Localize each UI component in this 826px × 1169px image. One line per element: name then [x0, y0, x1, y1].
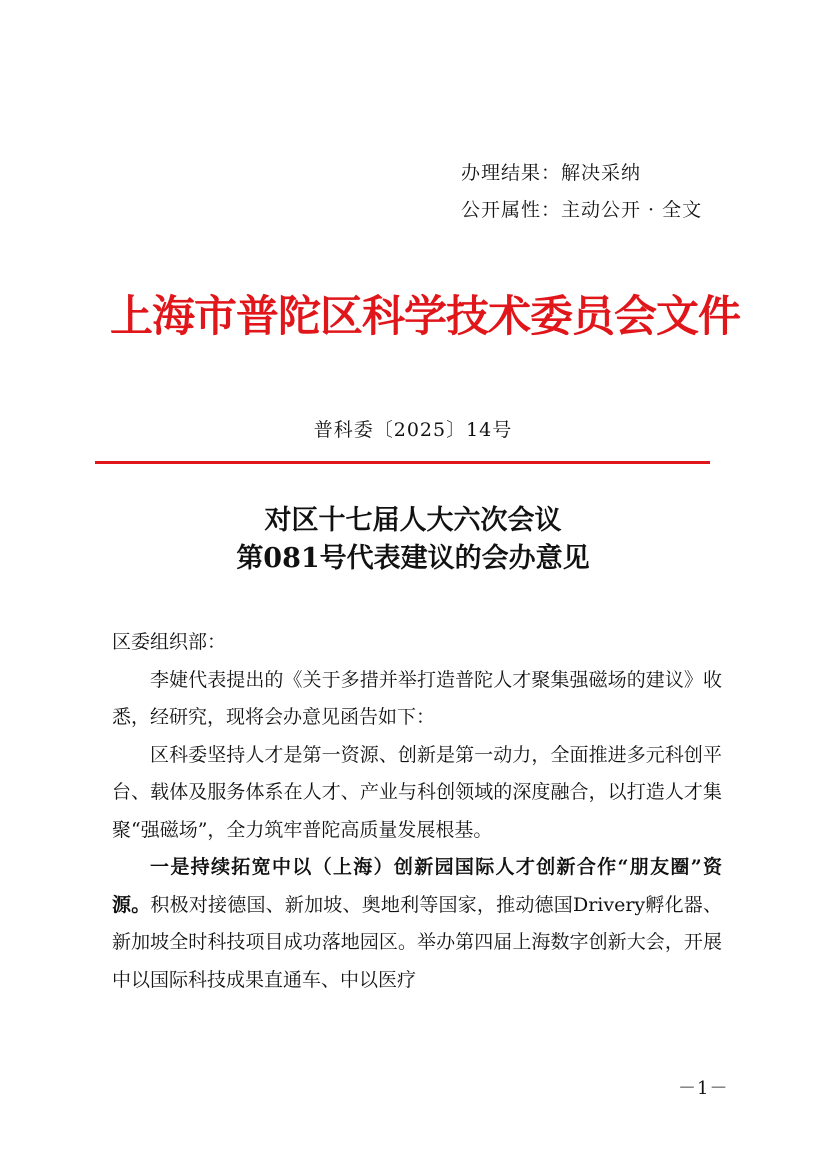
- point-one-body: 积极对接德国、新加坡、奥地利等国家，推动德国Drivery孵化器、新加坡全时科技项目成功落地园区。举办第四届上海数字创新大会，开展中以国际科技成果直通车、中以医疗: [112, 893, 722, 991]
- paragraph-point-one: [112, 849, 722, 999]
- issuer-header: 上海市普陀区科学技术委员会文件: [110, 292, 740, 342]
- point-one-heading: 一是持续拓宽中以（上海）创新园国际人才创新合作“朋友圈”资源。: [112, 856, 722, 916]
- document-body: [112, 624, 722, 999]
- document-number: 普科委〔2025〕14号: [313, 419, 513, 441]
- paragraph-overview: 区科委坚持人才是第一资源、创新是第一动力，全面推进多元科创平台、载体及服务体系在人才、产业与科创领域的深度融合，以打造人才集聚“强磁场”，全力筑牢普陀高质量发展根基。: [112, 743, 722, 841]
- salutation: 区委组织部：: [112, 631, 227, 653]
- page-number: －1－: [678, 1078, 729, 1099]
- handling-result: 办理结果：解决采纳: [461, 162, 642, 184]
- paragraph-intro: 李婕代表提出的《关于多措并举打造普陀人才聚集强磁场的建议》收悉，经研究，现将会办意见函告如下：: [112, 668, 722, 728]
- document-title: [0, 502, 826, 578]
- document-metadata: [461, 155, 702, 229]
- red-divider: [95, 461, 710, 464]
- disclosure-attribute: 公开属性：主动公开 · 全文: [461, 199, 703, 221]
- document-title-line-1: 对区十七届人大六次会议: [264, 505, 562, 536]
- document-title-line-2: 第081号代表建议的会办意见: [236, 543, 590, 574]
